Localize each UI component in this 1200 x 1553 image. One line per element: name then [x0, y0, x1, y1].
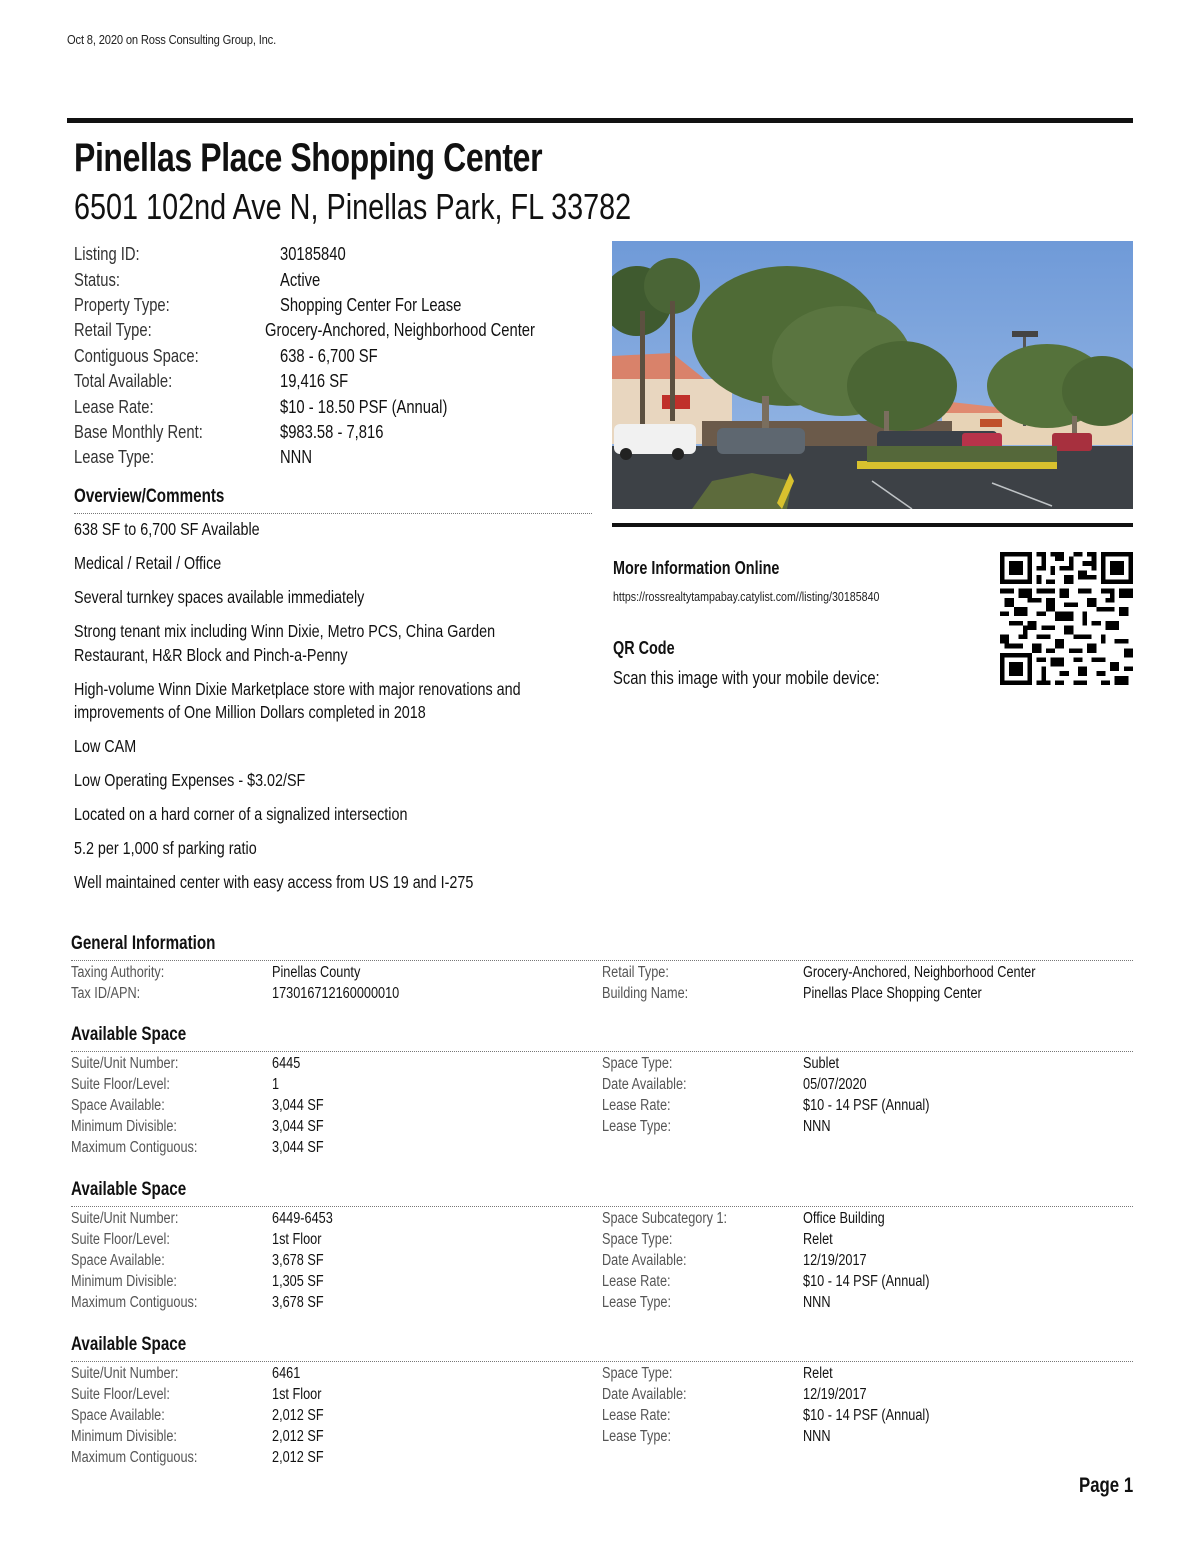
field-label: Retail Type: [74, 320, 152, 341]
field-value: $10 - 14 PSF (Annual) [803, 1096, 930, 1114]
summary-row-lease-rate [74, 394, 594, 419]
qr-code-icon [1000, 552, 1133, 685]
summary-row-lease-type [74, 445, 594, 470]
detail-row [71, 1292, 602, 1313]
field-label: Lease Rate: [602, 1406, 671, 1424]
more-info-heading: More Information Online [613, 558, 780, 578]
field-label: Maximum Contiguous: [71, 1448, 198, 1466]
field-label: Maximum Contiguous: [71, 1138, 198, 1156]
space-right [602, 1208, 1133, 1313]
listing-summary [74, 242, 594, 471]
space-grid [71, 1363, 1133, 1468]
field-label: Space Type: [602, 1054, 673, 1072]
general-info-divider [71, 960, 1133, 961]
field-label: Suite/Unit Number: [71, 1209, 179, 1227]
overview-item: Medical / Retail / Office [74, 553, 222, 573]
field-value: Sublet [803, 1054, 840, 1072]
available-space-heading: Available Space [71, 1334, 187, 1355]
field-label: Minimum Divisible: [71, 1117, 177, 1135]
field-value: 6445 [272, 1054, 301, 1072]
field-value: 12/19/2017 [803, 1251, 867, 1269]
detail-row [602, 983, 1133, 1004]
field-value: 1st Floor [272, 1230, 322, 1248]
field-value: NNN [803, 1117, 831, 1135]
field-label: Maximum Contiguous: [71, 1293, 198, 1311]
detail-row [71, 1384, 602, 1405]
overview-item: 5.2 per 1,000 sf parking ratio [74, 838, 257, 858]
summary-row-contiguous-space [74, 344, 594, 369]
detail-row [602, 1363, 1133, 1384]
field-value: Grocery-Anchored, Neighborhood Center [803, 963, 1036, 981]
field-label: Suite/Unit Number: [71, 1364, 179, 1382]
field-value: 19,416 SF [280, 371, 349, 392]
space-left [71, 1363, 602, 1468]
overview-list [74, 518, 594, 905]
overview-heading: Overview/Comments [74, 486, 225, 507]
field-value: 2,012 SF [272, 1448, 324, 1466]
summary-row-base-monthly-rent [74, 420, 594, 445]
property-photo [612, 241, 1133, 509]
field-value: Grocery-Anchored, Neighborhood Center [264, 320, 535, 341]
status-value: Active [280, 269, 321, 290]
field-label: Taxing Authority: [71, 963, 165, 981]
field-value: 2,012 SF [272, 1406, 324, 1424]
field-value: 3,044 SF [272, 1096, 324, 1114]
field-value: 3,678 SF [272, 1293, 324, 1311]
available-space-section [71, 1334, 1133, 1468]
field-label: Space Available: [71, 1251, 165, 1269]
general-info-grid [71, 962, 1133, 1004]
overview-item: Located on a hard corner of a signalized intersection [74, 804, 408, 824]
field-value: NNN [280, 447, 312, 468]
detail-row [602, 1384, 1133, 1405]
detail-row [602, 1116, 1133, 1137]
field-label: Suite/Unit Number: [71, 1054, 179, 1072]
field-label: Lease Type: [602, 1293, 672, 1311]
field-label: Date Available: [602, 1075, 687, 1093]
overview-divider [74, 513, 592, 514]
field-value: 1 [272, 1075, 280, 1093]
page-title: Pinellas Place Shopping Center [74, 136, 543, 180]
field-value: $10 - 14 PSF (Annual) [803, 1272, 930, 1290]
summary-row-property-type [74, 293, 594, 318]
field-value: 2,012 SF [272, 1427, 324, 1445]
field-value: Shopping Center For Lease [280, 294, 462, 315]
field-label: Lease Type: [74, 447, 155, 468]
top-divider [67, 118, 1133, 123]
field-label: Lease Rate: [602, 1096, 671, 1114]
field-label: Space Type: [602, 1230, 673, 1248]
field-value: 12/19/2017 [803, 1385, 867, 1403]
space-grid [71, 1208, 1133, 1313]
overview-item: Strong tenant mix including Winn Dixie, Metro PCS, China Garden Restaurant, H&R Block and Pinch-a-Penny [74, 621, 496, 665]
field-label: Building Name: [602, 984, 689, 1002]
field-value: Relet [803, 1364, 833, 1382]
field-label: Space Available: [71, 1096, 165, 1114]
space-right [602, 1053, 1133, 1158]
detail-row [602, 1271, 1133, 1292]
detail-row [71, 1250, 602, 1271]
listing-url-link[interactable]: https://rossrealtytampabay.catylist.com//listing/30185840 [613, 589, 880, 604]
detail-row [71, 962, 602, 983]
section-divider [71, 1051, 1133, 1052]
field-value: NNN [803, 1427, 831, 1445]
detail-row [602, 1229, 1133, 1250]
field-value: $10 - 14 PSF (Annual) [803, 1406, 930, 1424]
space-grid [71, 1053, 1133, 1158]
field-value: 3,678 SF [272, 1251, 324, 1269]
photo-divider [612, 523, 1133, 527]
detail-row [602, 1426, 1133, 1447]
field-label: Lease Rate: [74, 396, 154, 417]
field-value: 05/07/2020 [803, 1075, 867, 1093]
field-value: 3,044 SF [272, 1138, 324, 1156]
general-info-section [71, 933, 1133, 1004]
field-value: Pinellas County [272, 963, 361, 981]
overview-item: Well maintained center with easy access from US 19 and I-275 [74, 872, 474, 892]
field-value: 1st Floor [272, 1385, 322, 1403]
overview-item: High-volume Winn Dixie Marketplace store with major renovations and improvements of One Million Dollars completed in 2018 [74, 678, 521, 722]
field-label: Suite Floor/Level: [71, 1075, 170, 1093]
qr-heading: QR Code [613, 638, 675, 658]
field-label: Minimum Divisible: [71, 1427, 177, 1445]
detail-row [602, 1405, 1133, 1426]
field-value: 30185840 [280, 244, 346, 265]
field-label: Space Type: [602, 1364, 673, 1382]
field-value: 173016712160000010 [272, 984, 400, 1002]
detail-row [71, 1229, 602, 1250]
available-space-section [71, 1179, 1133, 1313]
detail-row [71, 1405, 602, 1426]
detail-row [602, 962, 1133, 983]
field-label: Suite Floor/Level: [71, 1230, 170, 1248]
field-label: Tax ID/APN: [71, 984, 141, 1002]
field-label: Space Subcategory 1: [602, 1209, 728, 1227]
detail-row [71, 1447, 602, 1468]
field-label: Lease Type: [602, 1117, 672, 1135]
field-label: Status: [74, 269, 120, 290]
space-right [602, 1363, 1133, 1468]
overview-item: Several turnkey spaces available immediately [74, 587, 365, 607]
overview-item: Low CAM [74, 736, 137, 756]
field-label: Lease Type: [602, 1427, 672, 1445]
section-divider [71, 1206, 1133, 1207]
field-label: Total Available: [74, 371, 173, 392]
detail-row [602, 1208, 1133, 1229]
field-label: Property Type: [74, 294, 170, 315]
field-label: Lease Rate: [602, 1272, 671, 1290]
field-label: Retail Type: [602, 963, 669, 981]
field-value: 638 - 6,700 SF [280, 345, 378, 366]
detail-row [71, 1271, 602, 1292]
space-left [71, 1208, 602, 1313]
detail-row [71, 1116, 602, 1137]
field-value: 1,305 SF [272, 1272, 324, 1290]
field-value: $983.58 - 7,816 [280, 421, 384, 442]
field-value: $10 - 18.50 PSF (Annual) [280, 396, 448, 417]
field-label: Date Available: [602, 1385, 687, 1403]
detail-row [71, 1137, 602, 1158]
qr-instructions: Scan this image with your mobile device: [613, 668, 880, 688]
overview-item: 638 SF to 6,700 SF Available [74, 519, 260, 539]
field-value: 6461 [272, 1364, 301, 1382]
detail-row [71, 983, 602, 1004]
overview-item: Low Operating Expenses - $3.02/SF [74, 770, 306, 790]
property-address: 6501 102nd Ave N, Pinellas Park, FL 33782 [74, 186, 632, 227]
detail-row [602, 1250, 1133, 1271]
field-value: NNN [803, 1293, 831, 1311]
detail-row [602, 1074, 1133, 1095]
summary-row-listing-id [74, 242, 594, 267]
available-space-heading: Available Space [71, 1179, 187, 1200]
summary-row-total-available [74, 369, 594, 394]
field-label: Listing ID: [74, 244, 140, 265]
general-info-left [71, 962, 602, 1004]
available-space-heading: Available Space [71, 1024, 187, 1045]
detail-row [71, 1074, 602, 1095]
section-divider [71, 1361, 1133, 1362]
detail-row [71, 1095, 602, 1116]
field-label: Suite Floor/Level: [71, 1385, 170, 1403]
detail-row [71, 1426, 602, 1447]
field-value: Relet [803, 1230, 833, 1248]
detail-row [71, 1053, 602, 1074]
print-header: Oct 8, 2020 on Ross Consulting Group, Inc. [67, 32, 277, 47]
general-info-heading: General Information [71, 933, 216, 954]
field-label: Minimum Divisible: [71, 1272, 177, 1290]
detail-row [602, 1095, 1133, 1116]
field-value: 3,044 SF [272, 1117, 324, 1135]
detail-row [71, 1363, 602, 1384]
field-label: Contiguous Space: [74, 345, 199, 366]
detail-row [71, 1208, 602, 1229]
detail-row [602, 1053, 1133, 1074]
page-number: Page 1 [1079, 1474, 1134, 1497]
field-value: Pinellas Place Shopping Center [803, 984, 982, 1002]
field-label: Date Available: [602, 1251, 687, 1269]
field-value: 6449-6453 [272, 1209, 333, 1227]
summary-row-retail-type [74, 318, 594, 343]
available-space-section [71, 1024, 1133, 1158]
field-value: Office Building [803, 1209, 885, 1227]
summary-row-status [74, 267, 594, 292]
general-info-right [602, 962, 1133, 1004]
field-label: Space Available: [71, 1406, 165, 1424]
field-label: Base Monthly Rent: [74, 421, 203, 442]
space-left [71, 1053, 602, 1158]
detail-row [602, 1292, 1133, 1313]
